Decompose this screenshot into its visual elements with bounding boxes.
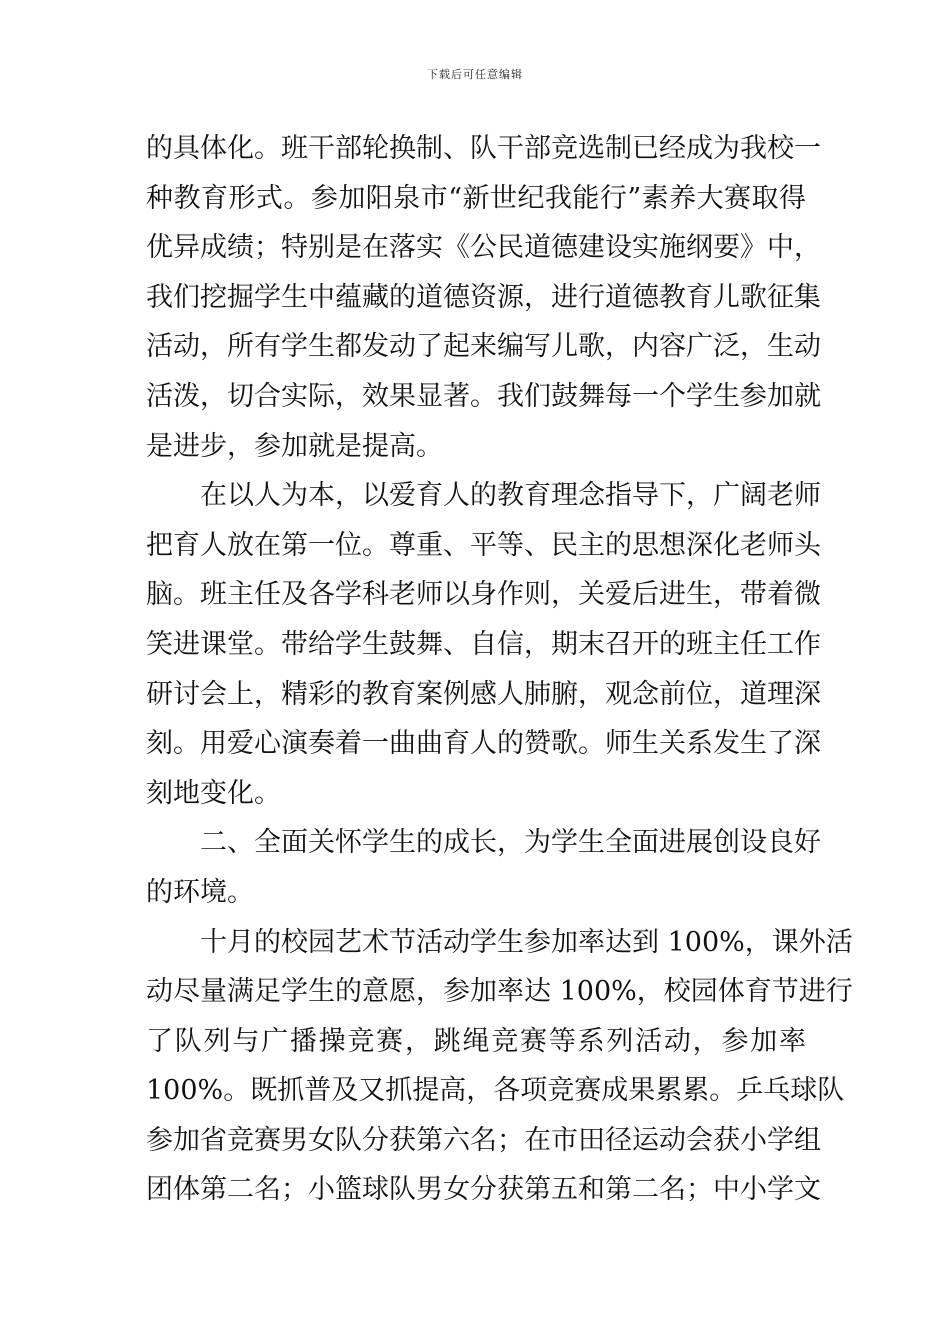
document-body	[146, 124, 853, 1215]
text-line: 优异成绩；特别是在落实《公民道德建设实施纲要》中，	[146, 232, 821, 264]
text-line: 100%。既抓普及又抓提高，各项竞赛成果累累。乒乓球队	[146, 1075, 845, 1107]
text-line: 笑进课堂。带给学生鼓舞、自信，期末召开的班主任工作	[146, 628, 821, 660]
text-line: 参加省竞赛男女队分获第六名；在市田径运动会获小学组	[146, 1124, 821, 1156]
text-line: 脑。班主任及各学科老师以身作则，关爱后进生，带着微	[146, 579, 821, 611]
text-line: 二、全面关怀学生的成长，为学生全面进展创设良好	[200, 827, 821, 859]
text-line: 的具体化。班干部轮换制、队干部竞选制已经成为我校一	[146, 133, 821, 164]
text-line: 活泼，切合实际，效果显著。我们鼓舞每一个学生参加就	[146, 380, 821, 412]
page-header: 下载后可任意编辑	[427, 68, 523, 81]
text-line: 把育人放在第一位。尊重、平等、民主的思想深化老师头	[146, 529, 821, 561]
text-line: 十月的校园艺术节活动学生参加率达到 100%，课外活	[200, 926, 853, 958]
text-line: 活动，所有学生都发动了起来编写儿歌，内容广泛，生动	[146, 331, 821, 363]
text-line: 了队列与广播操竞赛，跳绳竞赛等系列活动，参加率	[146, 1025, 806, 1057]
text-line: 动尽量满足学生的意愿，参加率达 100%，校园体育节进行	[146, 976, 853, 1008]
text-line: 的环境。	[146, 876, 254, 908]
text-line: 在以人为本，以爱育人的教育理念指导下，广阔老师	[200, 480, 821, 512]
text-line: 刻。用爱心演奏着一曲曲育人的赞歌。师生关系发生了深	[146, 728, 821, 760]
text-line: 我们挖掘学生中蕴藏的道德资源，进行道德教育儿歌征集	[146, 281, 821, 313]
text-line: 是进步，参加就是提高。	[146, 430, 443, 462]
text-line: 研讨会上，精彩的教育案例感人肺腑，观念前位，道理深	[146, 678, 821, 710]
text-line: 刻地变化。	[146, 777, 281, 809]
text-line: 种教育形式。参加阳泉市“新世纪我能行”素养大赛取得	[146, 182, 806, 214]
text-line: 团体第二名；小篮球队男女分获第五和第二名；中小学文	[146, 1174, 821, 1206]
